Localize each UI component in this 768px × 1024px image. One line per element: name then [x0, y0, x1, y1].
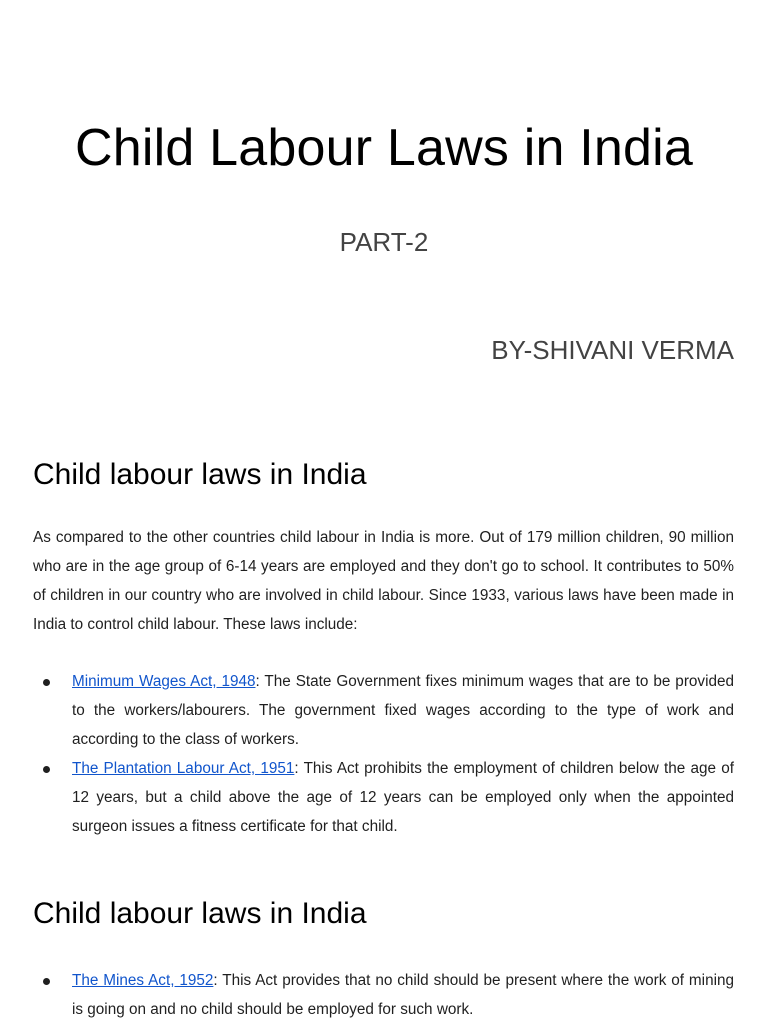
document-title: Child Labour Laws in India — [74, 119, 694, 177]
list-item-text: : This Act provides that no child should be present where the work of mining is going on and no child should be employed for such work. — [72, 972, 734, 1018]
list-item — [33, 966, 734, 1024]
laws-list — [33, 667, 734, 841]
document-author: BY-SHIVANI VERMA — [491, 335, 734, 365]
section-heading: Child labour laws in India — [33, 458, 367, 491]
list-item — [33, 754, 734, 841]
list-item-text: : This Act prohibits the employment of children below the age of 12 years, but a child above the age of 12 years can be employed only when the appointed surgeon issues a fitness certificate for that child. — [72, 760, 734, 835]
bullet-icon — [43, 679, 50, 686]
document-subtitle: PART-2 — [339, 227, 429, 257]
bullet-icon — [43, 766, 50, 773]
intro-paragraph: As compared to the other countries child labour in India is more. Out of 179 million children, 90 million who are in the age group of 6-14 years are employed and they don't go to school. It contributes to 50% of children in our country who are involved in child labour. Since 1933, various laws have been made in India to control child labour. These laws include: — [33, 529, 734, 633]
plantation-labour-act-link[interactable]: The Plantation Labour Act, 1951 — [72, 760, 295, 777]
section-heading: Child labour laws in India — [33, 897, 367, 930]
minimum-wages-act-link[interactable]: Minimum Wages Act, 1948 — [72, 673, 256, 690]
mines-act-link[interactable]: The Mines Act, 1952 — [72, 972, 214, 989]
list-item-text: : The State Government fixes minimum wages that are to be provided to the workers/labourers. The government fixed wages according to the type of work and according to the class of workers. — [72, 673, 734, 748]
bullet-icon — [43, 978, 50, 985]
list-item — [33, 667, 734, 754]
laws-list — [33, 966, 734, 1024]
